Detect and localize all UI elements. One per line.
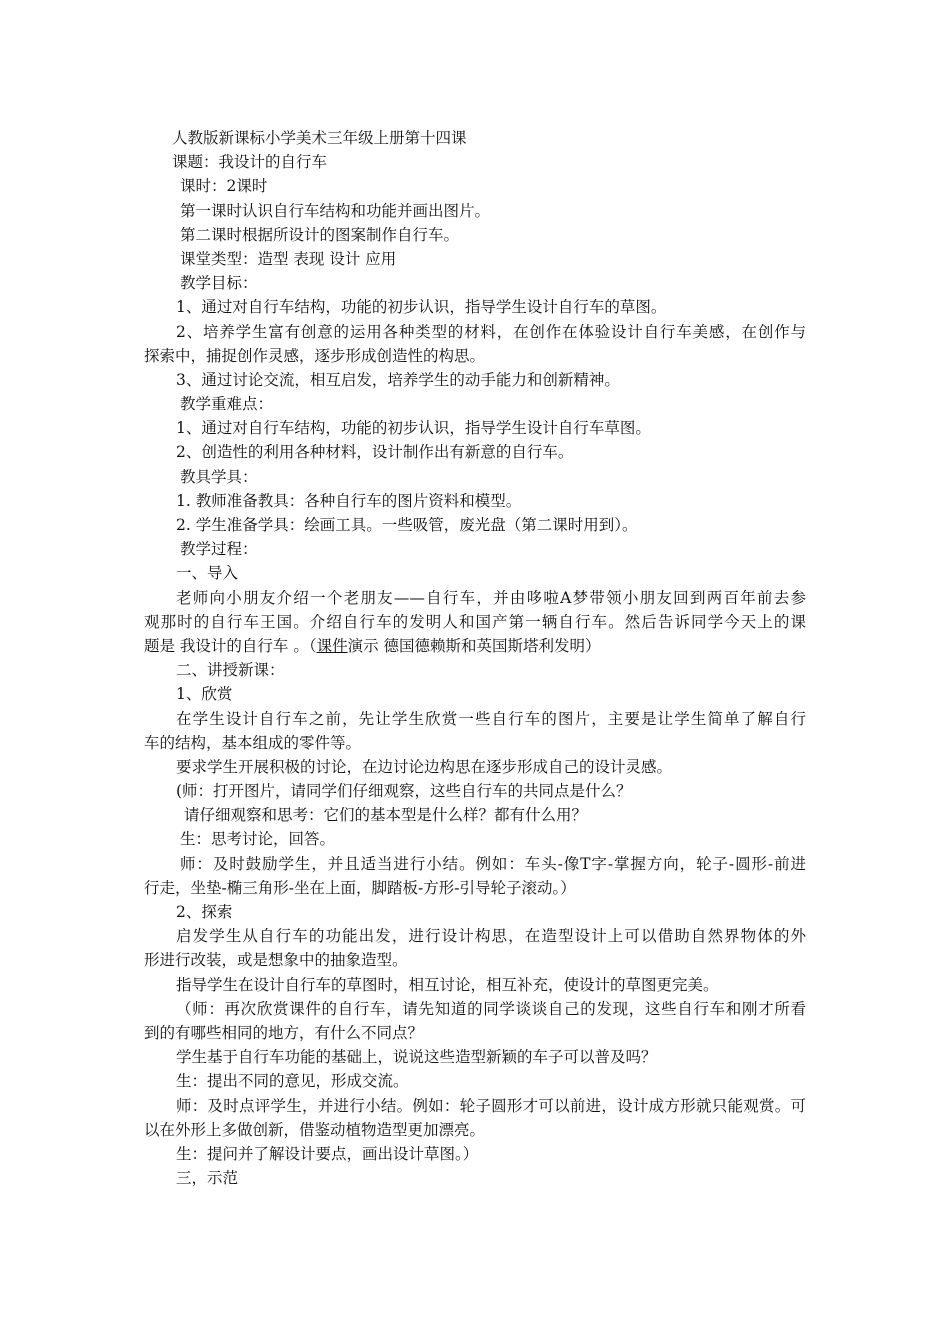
materials-heading: 教具学具： [180, 467, 258, 486]
appreciate-6-line-1: 师：及时鼓励学生，并且适当进行小结。例如：车头-像T字-掌握方向，轮子-圆形-前进 [180, 854, 806, 873]
material-1: 1. 教师准备教具：各种自行车的图片资料和模型。 [176, 491, 522, 510]
appreciate-1-line-2: 车的结构，基本组成的零件等。 [144, 733, 362, 752]
intro-line-3-pre: 题是 我设计的自行车 。（ [144, 636, 317, 655]
lesson-topic: 课题：我设计的自行车 [172, 153, 328, 172]
material-2: 2. 学生准备学具：绘画工具。一些吸管，废光盘（第二课时用到）。 [176, 516, 638, 534]
intro-line-3-post: 演示 德国德赖斯和英国斯塔利发明） [347, 636, 601, 655]
keypoint-2: 2、创造性的利用各种材料，设计制作出有新意的自行车。 [176, 443, 574, 462]
appreciate-2: 要求学生开展积极的讨论，在边讨论边构思在逐步形成自己的设计灵感。 [176, 757, 673, 776]
intro-heading: 一、导入 [176, 564, 239, 583]
intro-line-2: 观那时的自行车王国。介绍自行车的发明人和国产第一辆自行车。然后告诉同学今天上的课 [144, 612, 806, 631]
process-heading: 教学过程： [180, 540, 258, 559]
new-lesson-heading: 二、讲授新课： [176, 661, 285, 680]
explore-heading: 2、探索 [176, 903, 233, 921]
goal-2-line-2: 探索中，捕捉创作灵感，逐步形成创造性的构思。 [144, 346, 486, 365]
goals-heading: 教学目标： [180, 274, 258, 293]
intro-line-1: 老师向小朋友介绍一个老朋友——自行车，并由哆啦A梦带领小朋友回到两百年前去参 [176, 588, 806, 607]
explore-4: 学生基于自行车功能的基础上，说说这些造型新颖的车子可以普及吗？ [176, 1048, 657, 1067]
period-one: 第一课时认识自行车结构和功能并画出图片。 [180, 201, 491, 220]
appreciate-6-line-2: 行走，坐垫-椭三角形-坐在上面，脚踏板-方形-引导轮子滚动。） [144, 878, 576, 897]
goal-1: 1、通过对自行车结构，功能的初步认识，指导学生设计自行车的草图。 [176, 298, 667, 317]
courseware-link[interactable]: 课件 [316, 636, 348, 655]
class-type: 课堂类型：造型 表现 设计 应用 [180, 249, 397, 268]
keypoints-heading: 教学重难点： [180, 395, 274, 414]
appreciate-3: (师：打开图片，请同学们仔细观察，这些自行车的共同点是什么？ [176, 782, 632, 801]
appreciate-5: 生：思考讨论，回答。 [180, 830, 336, 849]
explore-3-line-1: （师：再次欣赏课件的自行车，请先知道的同学谈谈自己的发现，这些自行车和刚才所看 [176, 999, 806, 1018]
explore-1-line-1: 启发学生从自行车的功能出发，进行设计构思，在造型设计上可以借助自然界物体的外 [176, 927, 806, 946]
appreciate-1-line-1: 在学生设计自行车之前，先让学生欣赏一些自行车的图片，主要是让学生简单了解自行 [176, 709, 806, 728]
lesson-hours: 课时：2课时 [180, 177, 268, 196]
period-two: 第二课时根据所设计的图案制作自行车。 [180, 225, 460, 244]
keypoint-1: 1、通过对自行车结构，功能的初步认识，指导学生设计自行车草图。 [176, 419, 651, 438]
explore-5: 生：提出不同的意见，形成交流。 [176, 1072, 409, 1091]
intro-line-3 [144, 634, 806, 658]
doc-title: 人教版新课标小学美术三年级上册第十四课 [172, 129, 467, 147]
demo-heading: 三，示范 [176, 1169, 239, 1188]
explore-3-line-2: 到的有哪些相同的地方，有什么不同点？ [144, 1023, 424, 1042]
explore-2: 指导学生在设计自行车的草图时，相互讨论，相互补充，使设计的草图更完美。 [176, 975, 719, 994]
goal-2-line-1: 2、培养学生富有创意的运用各种类型的材料，在创作在体验设计自行车美感，在创作与 [176, 322, 806, 341]
explore-6-line-2: 以在外形上多做创新，借鉴动植物造型更加漂亮。 [144, 1120, 486, 1139]
explore-1-line-2: 形进行改装，或是想象中的抽象造型。 [144, 951, 408, 970]
goal-3: 3、通过讨论交流，相互启发，培养学生的动手能力和创新精神。 [176, 370, 620, 389]
explore-6-line-1: 师：及时点评学生，并进行小结。例如：轮子圆形才可以前进，设计成方形就只能观赏。可 [176, 1096, 806, 1115]
appreciate-4: 请仔细观察和思考：它们的基本型是什么样？都有什么用？ [184, 806, 588, 825]
explore-7: 生：提问并了解设计要点，画出设计草图。） [176, 1144, 479, 1163]
appreciate-heading: 1、欣赏 [176, 685, 233, 704]
document-body [144, 126, 806, 1190]
